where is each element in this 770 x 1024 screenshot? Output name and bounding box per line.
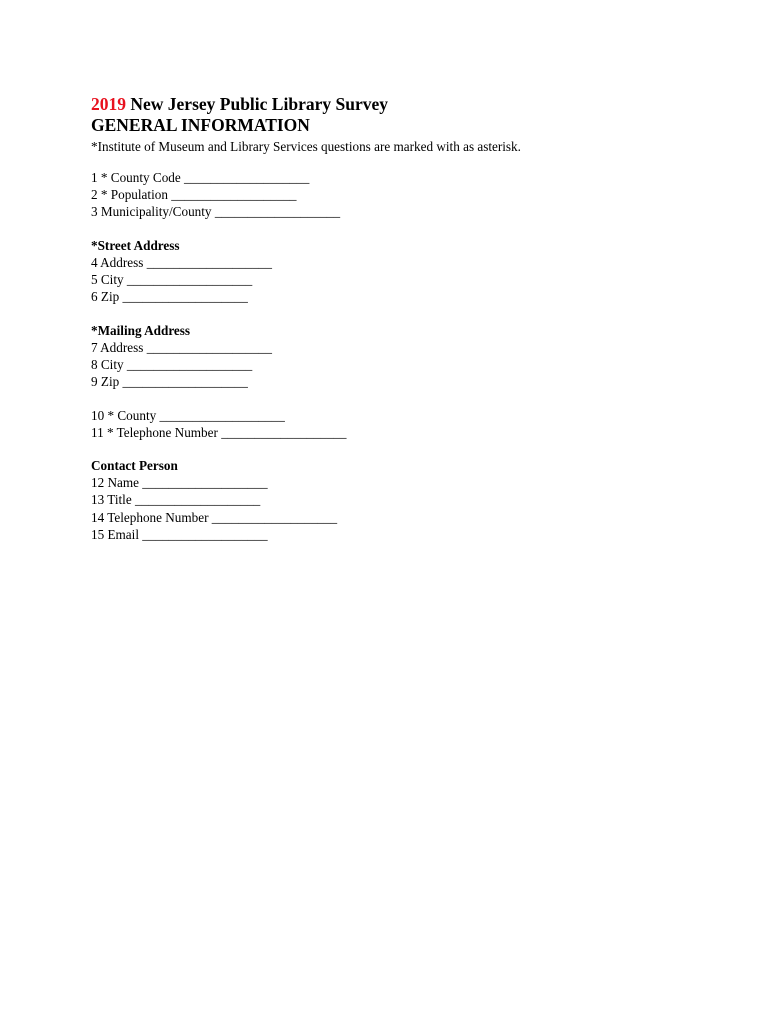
- title-year: 2019: [91, 94, 126, 114]
- field-label: 10 * County: [91, 407, 157, 423]
- field-county-code[interactable]: [91, 169, 731, 186]
- field-label: 4 Address: [91, 254, 144, 270]
- field-contact-name[interactable]: [91, 474, 731, 491]
- page-title: [91, 94, 731, 115]
- field-blank[interactable]: ___________________: [211, 509, 338, 525]
- county-phone-fields: [91, 407, 731, 441]
- general-fields: [91, 169, 731, 220]
- title-text: New Jersey Public Library Survey: [130, 94, 388, 114]
- field-blank[interactable]: ___________________: [214, 204, 341, 220]
- field-blank[interactable]: ___________________: [159, 407, 285, 423]
- field-blank[interactable]: ___________________: [142, 475, 268, 491]
- survey-page: [91, 94, 731, 543]
- field-label: 3 Municipality/County: [91, 204, 212, 220]
- field-contact-telephone[interactable]: [91, 509, 731, 526]
- field-contact-title[interactable]: [91, 491, 731, 508]
- field-mailing-zip[interactable]: [91, 373, 731, 390]
- field-mailing-city[interactable]: [91, 356, 731, 373]
- field-label: 7 Address: [91, 339, 144, 355]
- field-street-zip[interactable]: [91, 288, 731, 305]
- field-label: 5 City: [91, 271, 124, 287]
- field-blank[interactable]: ___________________: [146, 254, 272, 270]
- field-label: 6 Zip: [91, 289, 120, 305]
- field-label: 12 Name: [91, 475, 139, 491]
- field-label: 1 * County Code: [91, 170, 181, 185]
- field-label: 2 * Population: [91, 187, 168, 203]
- field-blank[interactable]: ___________________: [126, 271, 253, 287]
- street-address-heading: *Street Address: [91, 237, 180, 253]
- field-label: 11 * Telephone Number: [91, 424, 218, 440]
- mailing-address-heading: *Mailing Address: [91, 322, 191, 338]
- field-blank[interactable]: ___________________: [134, 492, 261, 508]
- field-blank[interactable]: ___________________: [184, 170, 310, 185]
- field-population[interactable]: [91, 186, 731, 203]
- field-blank[interactable]: ___________________: [126, 356, 253, 372]
- mailing-address-section: [91, 322, 731, 390]
- field-blank[interactable]: ___________________: [122, 373, 248, 389]
- field-blank[interactable]: ___________________: [142, 526, 268, 542]
- field-street-address[interactable]: [91, 254, 731, 271]
- field-telephone[interactable]: [91, 424, 731, 441]
- field-label: 15 Email: [91, 526, 139, 542]
- field-county[interactable]: [91, 407, 731, 424]
- field-label: 14 Telephone Number: [91, 509, 209, 525]
- field-mailing-address[interactable]: [91, 339, 731, 356]
- field-blank[interactable]: ___________________: [171, 187, 297, 203]
- page-subtitle: GENERAL INFORMATION: [91, 115, 310, 135]
- asterisk-note: *Institute of Museum and Library Services questions are marked with as asterisk.: [91, 139, 521, 154]
- field-blank[interactable]: ___________________: [122, 289, 248, 305]
- contact-person-section: [91, 457, 731, 542]
- contact-person-heading: Contact Person: [91, 458, 178, 474]
- street-address-section: [91, 237, 731, 305]
- field-municipality-county[interactable]: [91, 203, 731, 220]
- field-label: 13 Title: [91, 492, 132, 508]
- field-blank[interactable]: ___________________: [146, 339, 272, 355]
- field-blank[interactable]: ___________________: [221, 424, 347, 440]
- field-label: 9 Zip: [91, 373, 120, 389]
- field-street-city[interactable]: [91, 271, 731, 288]
- field-label: 8 City: [91, 356, 124, 372]
- field-contact-email[interactable]: [91, 526, 731, 543]
